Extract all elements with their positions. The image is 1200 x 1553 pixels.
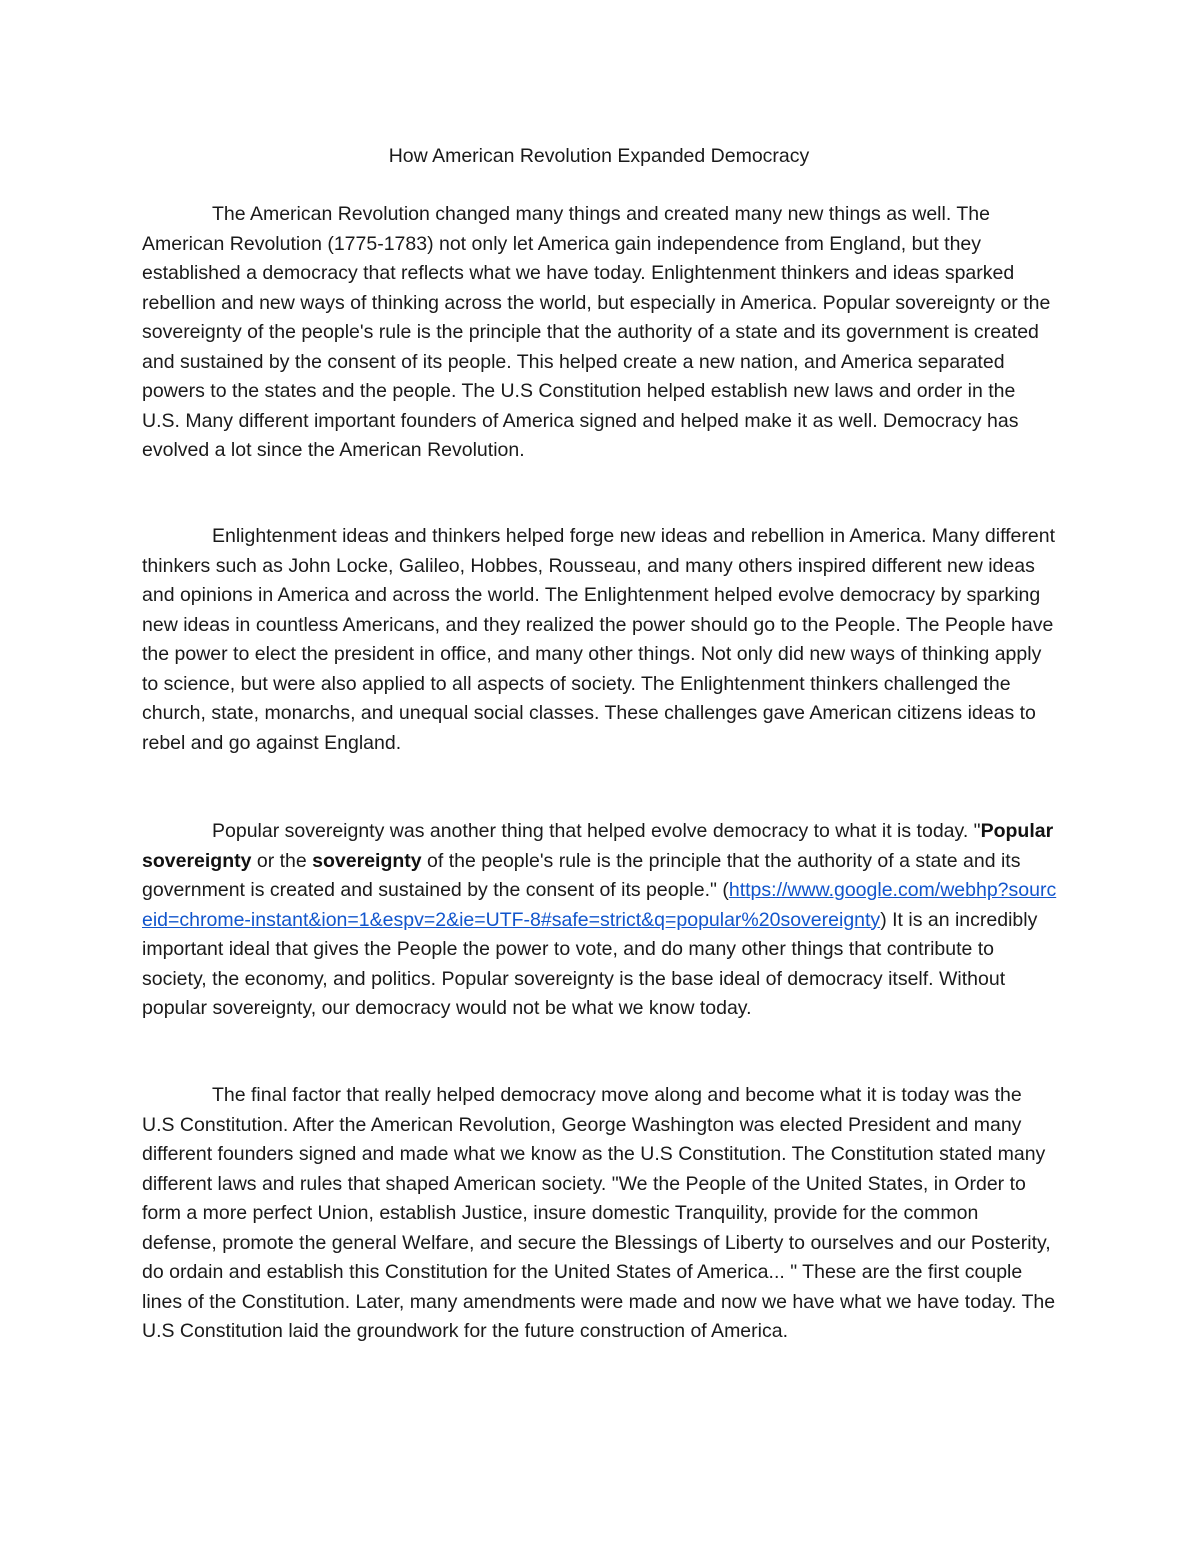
paragraph-constitution: The final factor that really helped democracy move along and become what it is today was the U.S Constitution. After the American Revolution, George Washington was elected President and many different founders signed and made what we know as the U.S Constitution. The Constitution stated many different laws and rules that shaped American society. "We the People of the United States, in Order to form a more perfect Union, establish Justice, insure domestic Tranquility, provide for the common defense, promote the general Welfare, and secure the Blessings of Liberty to ourselves and our Posterity, do ordain and establish this Constitution for the United States of America... " These are the first couple lines of the Constitution. Later, many amendments were made and now we have what we have today. The U.S Constitution laid the groundwork for the future construction of America. xyxy=(142,1084,1056,1342)
document-title: How American Revolution Expanded Democracy xyxy=(388,145,810,167)
paragraph-enlightenment: Enlightenment ideas and thinkers helped forge new ideas and rebellion in America. Many different thinkers such as John Locke, Galileo, Hobbes, Rousseau, and many others inspired different new ideas and opinions in America and across the world. The Enlightenment helped evolve democracy by sparking new ideas in countless Americans, and they realized the power should go to the People. The People have the power to elect the president in office, and many other things. Not only did new ways of thinking apply to science, but were also applied to all aspects of society. The Enlightenment thinkers challenged the church, state, monarchs, and unequal social classes. These challenges gave American citizens ideas to rebel and go against England. xyxy=(142,525,1055,754)
paren-close: ) xyxy=(880,908,887,931)
paragraph-intro-text: Popular sovereignty was another thing that helped evolve democracy to what it is today. xyxy=(212,820,969,842)
quote-text: of the people's rule is the principle that the authority of a state and its government is created and sustained by the consent of its people." xyxy=(142,849,1021,901)
source-link[interactable]: https://www.google.com/webhp?sourceid=chrome-instant&ion=1&espv=2&ie=UTF-8#safe=strict&q=popular%20sovereignty xyxy=(142,879,1057,931)
bold-term-sovereignty: sovereignty xyxy=(312,849,422,872)
paren-open: ( xyxy=(722,879,729,901)
paragraph-rest-text: It is an incredibly important ideal that gives the People the power to vote, and do many other things that contribute to society, the economy, and politics. Popular sovereignty is the base ideal of democracy itself. Without popular sovereignty, our democracy would not be what we know today. xyxy=(142,908,1038,1019)
paragraph-introduction: The American Revolution changed many things and created many new things as well. The American Revolution (1775-1783) not only let America gain independence from England, but they established a democracy that reflects what we have today. Enlightenment thinkers and ideas sparked rebellion and new ways of thinking across the world, but especially in America. Popular sovereignty or the sovereignty of the people's rule is the principle that the authority of a state and its government is created and sustained by the consent of its people. This helped create a new nation, and America separated powers to the states and the people. The U.S Constitution helped establish new laws and order in the U.S. Many different important founders of America signed and helped make it as well. Democracy has evolved a lot since the American Revolution. xyxy=(142,203,1051,461)
quote-connector-text: or the xyxy=(251,849,313,872)
bold-term-popular-sovereignty: Popular sovereignty xyxy=(142,820,1054,872)
quote-open-mark: " xyxy=(973,820,981,842)
paragraph-popular-sovereignty xyxy=(142,817,1058,1024)
